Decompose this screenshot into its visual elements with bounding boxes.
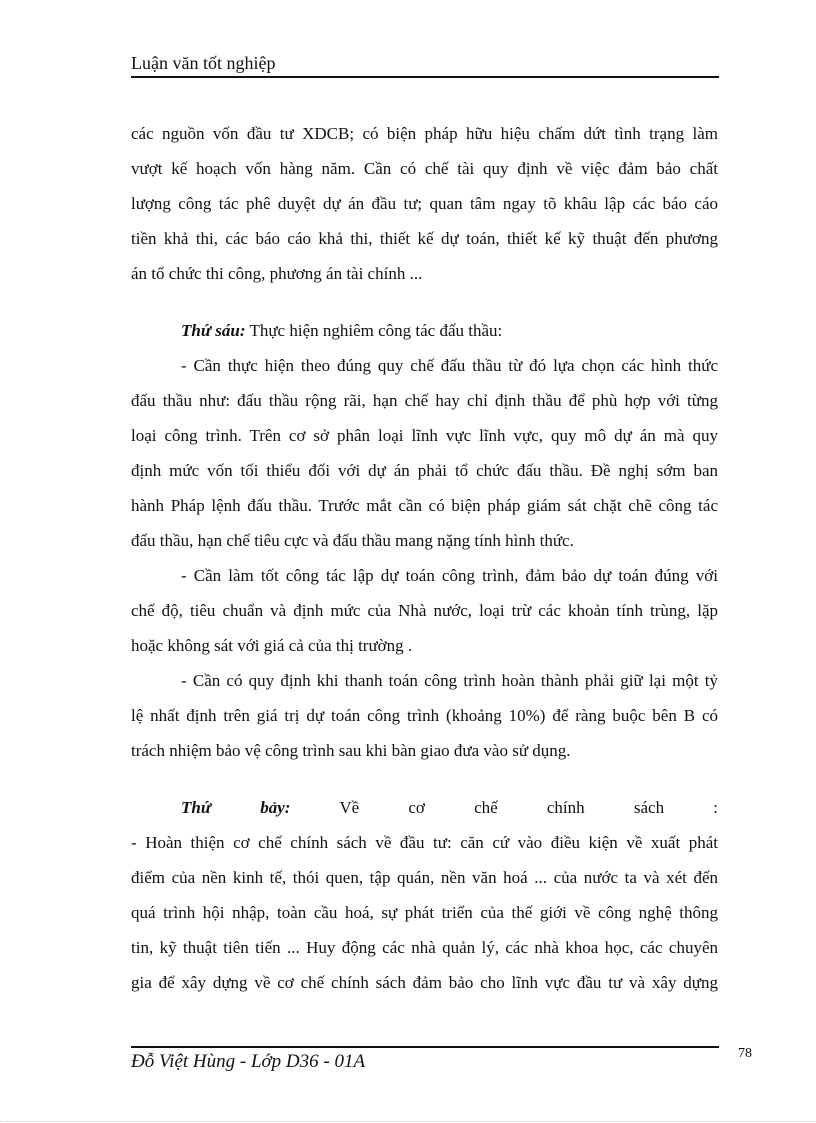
- text-line: tin, kỹ thuật tiên tiến ... Huy động các nhà quản lý, các nhà khoa học, các chuyên: [131, 938, 718, 957]
- document-body: [131, 116, 718, 1000]
- text-line: gia để xây dựng về cơ chế chính sách đảm bảo cho lĩnh vực đầu tư và xây dựng: [131, 973, 718, 992]
- section-heading-thu-sau: [131, 313, 718, 348]
- page-number: 78: [738, 1046, 752, 1061]
- text-line: hoặc không sát với giá cả của thị trường .: [131, 636, 413, 655]
- page-header: [131, 52, 718, 74]
- text-line: - Hoàn thiện cơ chế chính sách về đầu tư: căn cứ vào điều kiện về xuất phát: [131, 833, 718, 852]
- paragraph-retention: [131, 663, 718, 768]
- section-text: Thực hiện nghiêm công tác đấu thầu:: [245, 321, 503, 340]
- section-label: Thứ sáu:: [181, 321, 246, 340]
- text-line: - Cần có quy định khi thanh toán công trình hoàn thành phải giữ lại một tỷ: [181, 671, 718, 690]
- section-label: Thứ bảy:: [181, 798, 291, 817]
- text-line: chế độ, tiêu chuẩn và định mức của Nhà nước, loại trừ các khoản tính trùng, lặp: [131, 601, 718, 620]
- text-line: điểm của nền kinh tế, thói quen, tập quán, nền văn hoá ... của nước ta và xét đến: [131, 868, 718, 887]
- text-line: đấu thầu, hạn chế tiêu cực và đấu thầu mang nặng tính hình thức.: [131, 531, 574, 550]
- paragraph-investment-capital: [131, 116, 718, 291]
- text-line: hành Pháp lệnh đấu thầu. Trước mắt cần có biện pháp giám sát chặt chẽ công tác: [131, 496, 718, 515]
- text-line: loại công trình. Trên cơ sở phân loại lĩnh vực lĩnh vực, quy mô dự án mà quy: [131, 426, 718, 445]
- text-line: án tổ chức thi công, phương án tài chính ...: [131, 264, 423, 283]
- section-text: Về cơ chế chính sách :: [290, 798, 718, 817]
- text-line: vượt kế hoạch vốn hàng năm. Cần có chế tài quy định về việc đảm bảo chất: [131, 159, 718, 178]
- paragraph-policy: [131, 825, 718, 1000]
- header-rule: [131, 76, 719, 78]
- page-edge-divider: [0, 1121, 816, 1122]
- footer-rule: [131, 1046, 719, 1048]
- text-line: các nguồn vốn đầu tư XDCB; có biện pháp hữu hiệu chấm dứt tình trạng làm: [131, 124, 718, 143]
- text-line: định mức vốn tối thiểu đối với dự án phải tổ chức đấu thầu. Đề nghị sớm ban: [131, 461, 718, 480]
- text-line: đấu thầu như: đấu thầu rộng rãi, hạn chế hay chỉ định thầu để phù hợp với từng: [131, 391, 718, 410]
- text-line: trách nhiệm bảo vệ công trình sau khi bàn giao đưa vào sử dụng.: [131, 741, 571, 760]
- text-line: quá trình hội nhập, toàn cầu hoá, sự phát triển của thế giới về công nghệ thông: [131, 903, 718, 922]
- section-heading-thu-bay: [131, 790, 718, 825]
- text-line: - Cần thực hiện theo đúng quy chế đấu thầu từ đó lựa chọn các hình thức: [181, 356, 718, 375]
- footer-author: Đỗ Việt Hùng - Lớp D36 - 01A: [131, 1051, 366, 1072]
- text-line: - Cần làm tốt công tác lập dự toán công trình, đảm bảo dự toán đúng với: [181, 566, 718, 585]
- text-line: lượng công tác phê duyệt dự án đầu tư; quan tâm ngay tõ khâu lập các báo cáo: [131, 194, 718, 213]
- text-line: tiền khả thi, các báo cáo khả thi, thiết kế dự toán, thiết kế kỹ thuật đến phương: [131, 229, 718, 248]
- paragraph-bidding: [131, 348, 718, 558]
- paragraph-estimation: [131, 558, 718, 663]
- text-line: lệ nhất định trên giá trị dự toán công trình (khoảng 10%) để ràng buộc bên B có: [131, 706, 718, 725]
- document-title: Luận văn tốt nghiệp: [131, 53, 276, 73]
